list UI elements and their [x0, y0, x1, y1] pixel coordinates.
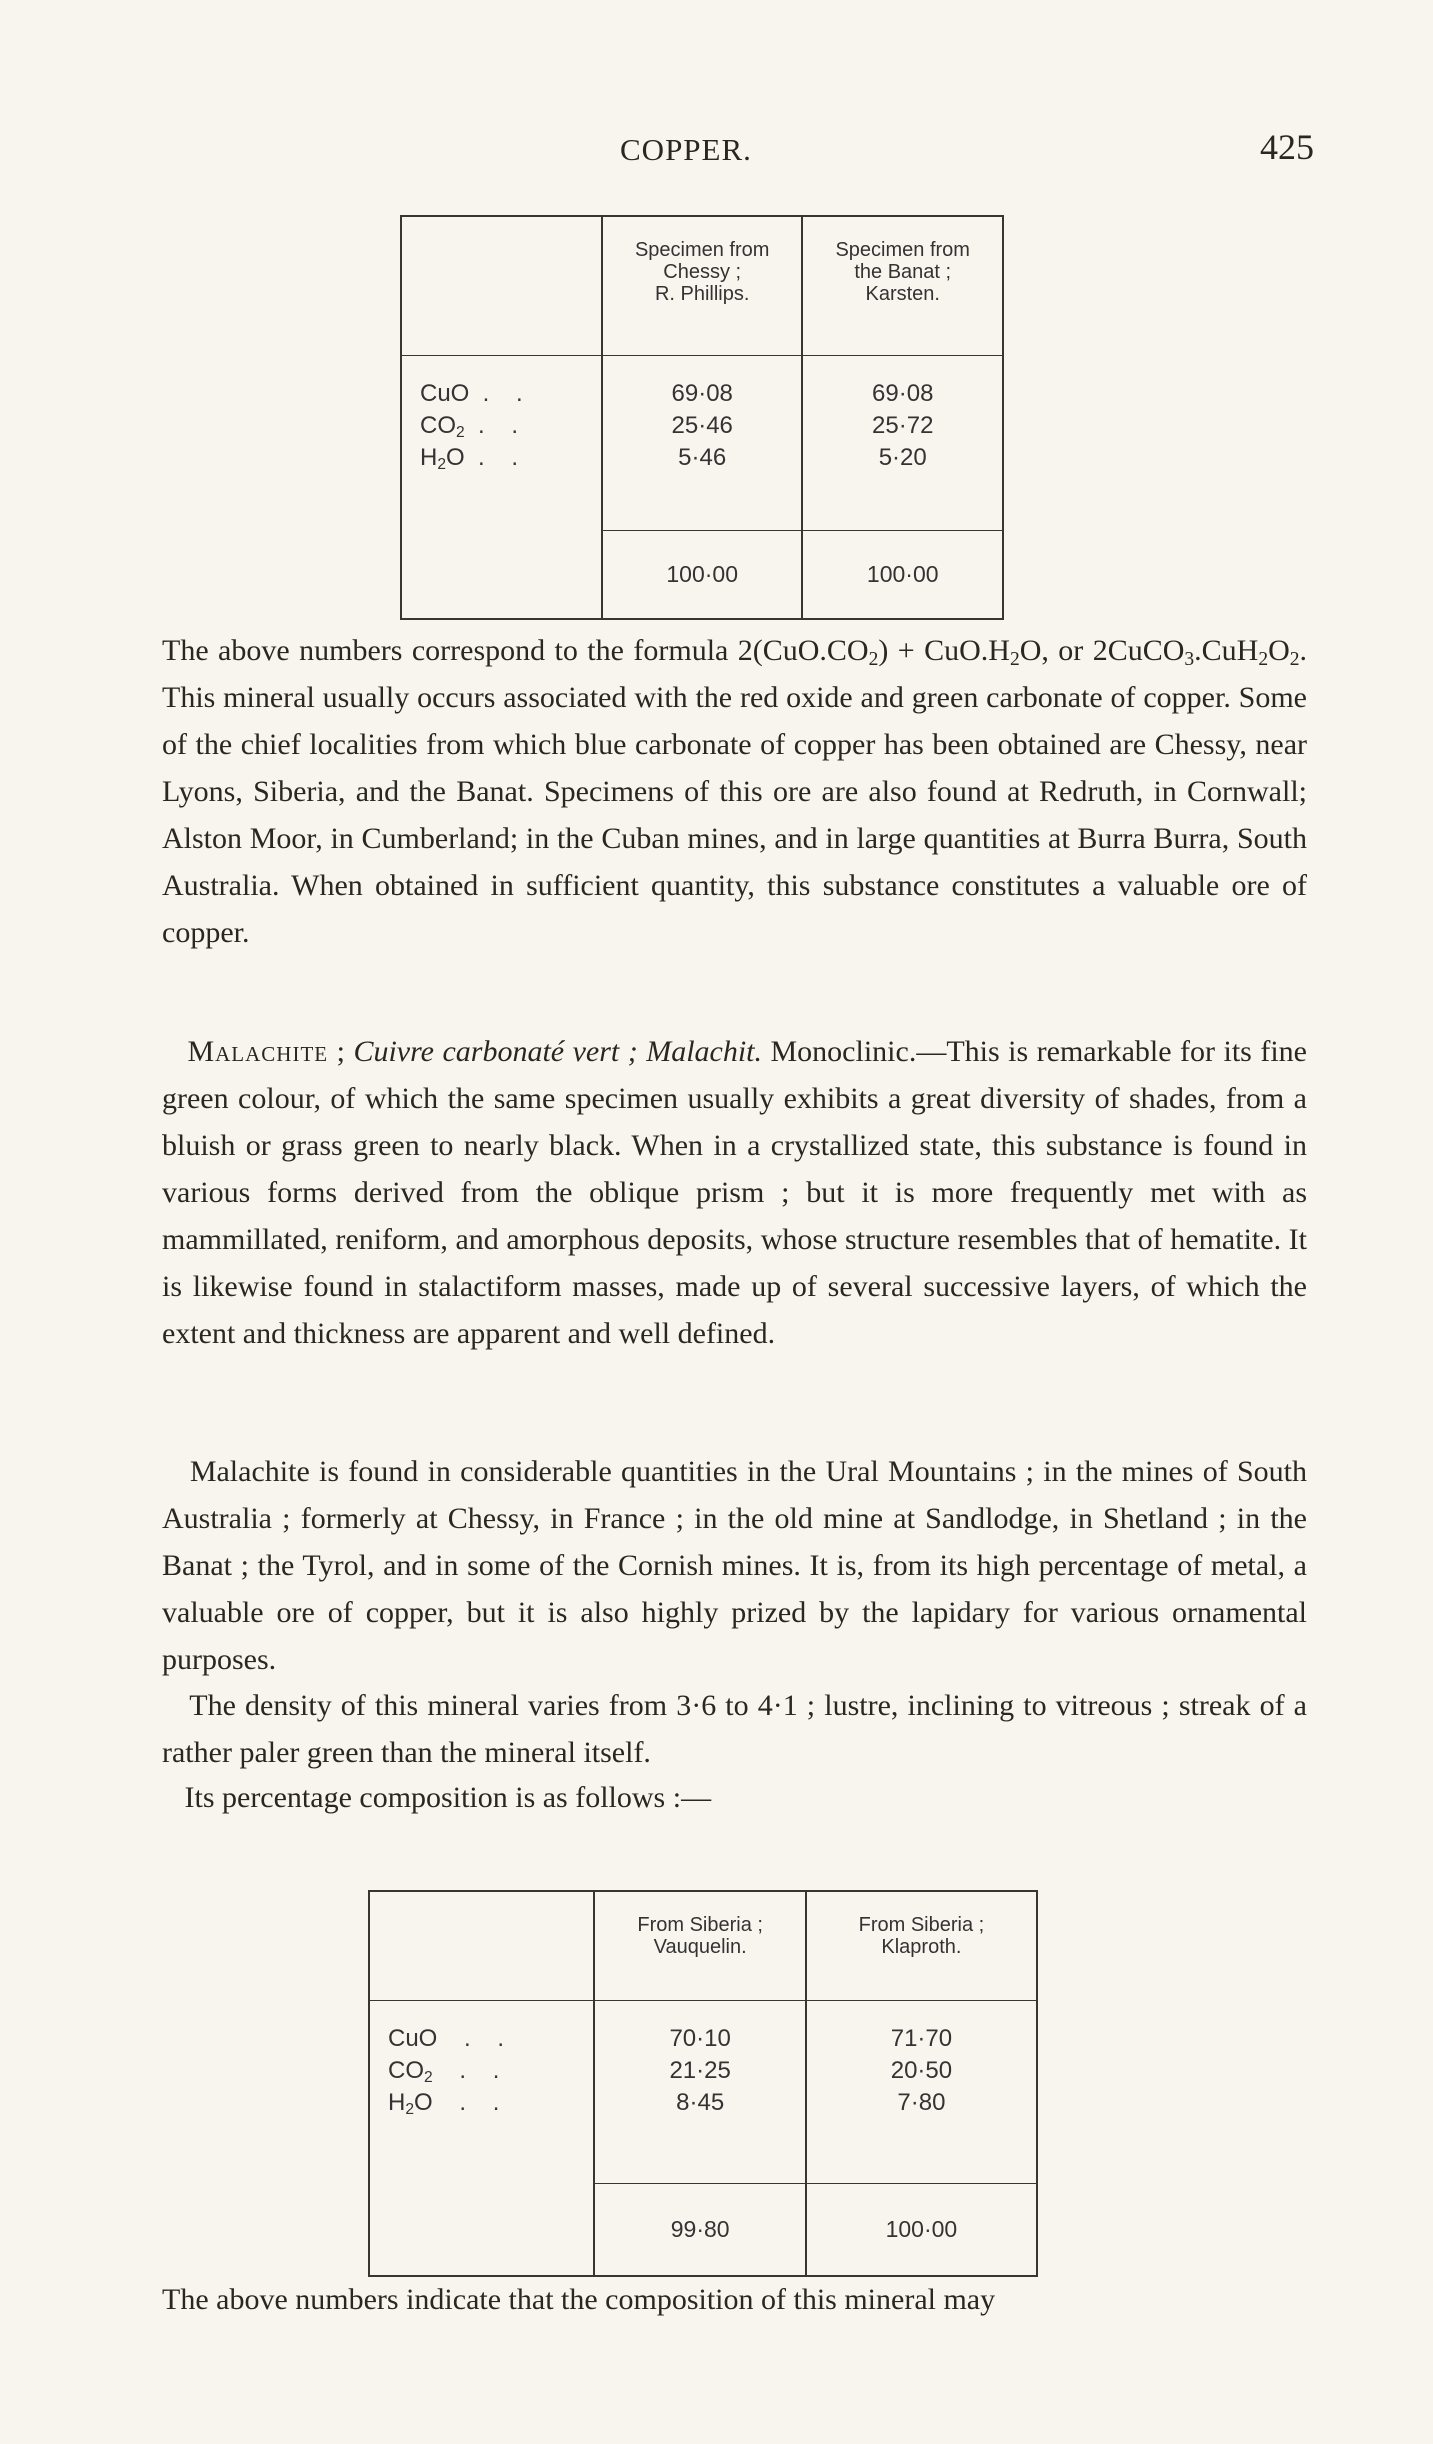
paragraph-density: The density of this mineral varies from 3·6 to 4·1 ; lustre, inclining to vitreous ; streak of a rather paler green than the mineral itself. [162, 1689, 1307, 1769]
total-banat: 100·00 [802, 530, 1003, 619]
column-head-klaproth: From Siberia ; Klaproth. [806, 1891, 1037, 2001]
total-klaproth: 100·00 [806, 2183, 1037, 2276]
values-banat: 69·08 25·72 5·20 [802, 356, 1003, 531]
composition-table-1 [400, 215, 1004, 620]
column-head-vauquelin: From Siberia ; Vauquelin. [594, 1891, 805, 2001]
row-labels [401, 356, 602, 531]
running-title: COPPER. [620, 132, 752, 167]
table-corner [369, 1891, 594, 2001]
paragraph-malachite: Malachite ; Cuivre carbonaté vert ; Malachit. Monoclinic.—This is remarkable for its fine green colour, of which the same specimen usually exhibits a great diversity of shades, from a bluish or grass green to nearly black. When in a crystallized state, this substance is found in various forms derived from the oblique prism ; but it is more frequently met with as mammillated, reniform, and amorphous deposits, whose structure resembles that of hematite. It is likewise found in stalactiform masses, made up of several successive layers, of which the extent and thickness are apparent and well defined. [162, 1035, 1307, 1350]
label-cuo: CuO . . [388, 2025, 505, 2052]
mineral-name: Malachite [187, 1035, 329, 1068]
paragraph-composition-intro: Its percentage composition is as follows :— [184, 1781, 712, 1814]
page-number: 425 [1260, 127, 1314, 167]
label-h2o: $H_2O$ . . [420, 444, 519, 473]
composition-table-2 [368, 1890, 1038, 2277]
values-vauquelin: 70·10 21·25 8·45 [594, 2001, 805, 2184]
label-cuo: CuO . . [420, 380, 523, 407]
total-vauquelin: 99·80 [594, 2183, 805, 2276]
paragraph-formula: The above numbers correspond to the formula $2(CuO.CO_2) + CuO.H_2O$, or $2CuCO_3.CuH_2O_2$. This mineral usually occurs associated with the red oxide and green carbonate of copper. Some of the chief localities from which blue carbonate of copper has been obtained are Chessy, near Lyons, Siberia, and the Banat. Specimens of this ore are also found at Redruth, in Cornwall; Alston Moor, in Cumberland; in the Cuban mines, and in large quantities at Burra Burra, South Australia. When obtained in sufficient quantity, this substance constitutes a valuable ore of copper. [162, 634, 1308, 949]
label-co2: $CO_2$ . . [388, 2057, 500, 2086]
values-chessy: 69·08 25·46 5·46 [602, 356, 803, 531]
mineral-synonyms: Cuivre carbonaté vert ; Malachit. [353, 1035, 763, 1068]
column-head-banat: Specimen from the Banat ; Karsten. [802, 216, 1003, 356]
label-h2o: $H_2O$ . . [388, 2089, 500, 2118]
label-co2: $CO_2$ . . [420, 412, 519, 441]
paragraph-localities: Malachite is found in considerable quantities in the Ural Mountains ; in the mines of South Australia ; formerly at Chessy, in France ; in the old mine at Sandlodge, in Shetland ; in the Banat ; the Tyrol, and in some of the Cornish mines. It is, from its high percentage of metal, a valuable ore of copper, but it is also highly prized by the lapidary for various ornamental purposes. [162, 1455, 1307, 1676]
page-header [0, 122, 1433, 172]
total-chessy: 100·00 [602, 530, 803, 619]
paragraph-closing: The above numbers indicate that the composition of this mineral may [162, 2283, 996, 2316]
table-corner [401, 216, 602, 356]
column-head-chessy: Specimen from Chessy ; R. Phillips. [602, 216, 803, 356]
row-labels [369, 2001, 594, 2184]
values-klaproth: 71·70 20·50 7·80 [806, 2001, 1037, 2184]
